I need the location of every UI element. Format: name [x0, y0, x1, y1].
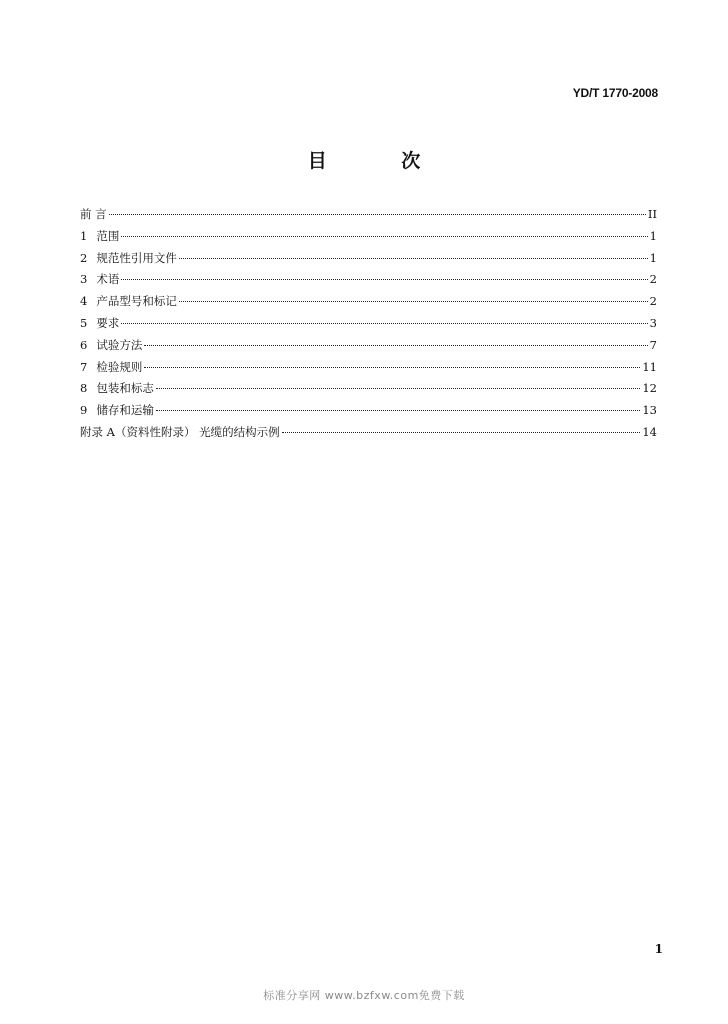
toc-entry-number: 3 [80, 272, 88, 287]
toc-entry-number: 5 [80, 315, 88, 330]
page-title: 目 次 [307, 150, 455, 172]
toc-entry-page: 2 [649, 294, 657, 309]
toc-entry-label: 前 言 [80, 207, 107, 221]
toc-dot-leader [179, 258, 648, 259]
toc-entry-label: 规范性引用文件 [96, 250, 177, 265]
toc-entry-label: 包装和标志 [96, 381, 154, 396]
toc-entry[interactable] [80, 293, 657, 315]
toc-dot-leader [156, 388, 641, 389]
toc-dot-leader [144, 345, 647, 346]
toc-entry-number: 2 [80, 250, 88, 265]
toc-entry[interactable] [80, 402, 657, 424]
toc-entry[interactable] [80, 250, 657, 272]
toc-entry[interactable] [80, 380, 657, 402]
toc-entry-page: 1 [649, 228, 657, 243]
toc-dot-leader [179, 301, 648, 302]
toc-entry-label: 储存和运输 [96, 403, 154, 418]
toc-entry-label: 要求 [96, 315, 120, 330]
toc-entry-label: 检验规则 [96, 359, 143, 374]
toc-dot-leader [121, 236, 647, 237]
toc-dot-leader [156, 410, 641, 411]
toc-entry-page: 12 [642, 381, 657, 396]
toc-entry-number: 6 [80, 337, 88, 352]
toc-entry-number: 7 [80, 359, 88, 374]
toc-entry[interactable] [80, 271, 657, 293]
toc-entry-number: 4 [80, 294, 88, 309]
toc-entry-page: 7 [649, 337, 657, 352]
toc-entry-number: 8 [80, 381, 88, 396]
toc-entry-number: 9 [80, 403, 88, 418]
toc-entry[interactable] [80, 337, 657, 359]
table-of-contents [80, 206, 657, 446]
toc-entry-page: 14 [642, 424, 657, 439]
toc-entry-label: 术语 [96, 272, 120, 287]
toc-entry-page: 13 [642, 403, 657, 418]
toc-dot-leader [121, 279, 647, 280]
toc-entry-page: 2 [649, 272, 657, 287]
toc-dot-leader [282, 432, 641, 433]
toc-dot-leader [109, 214, 646, 215]
toc-entry[interactable] [80, 206, 657, 228]
toc-entry-page: 3 [649, 315, 657, 330]
toc-dot-leader [144, 367, 640, 368]
toc-entry-label: 附录 A（资料性附录） 光缆的结构示例 [80, 424, 280, 439]
toc-entry[interactable] [80, 228, 657, 250]
toc-entry[interactable] [80, 315, 657, 337]
toc-dot-leader [121, 323, 647, 324]
page-number: 1 [654, 942, 663, 956]
standard-code: YD/T 1770-2008 [572, 86, 658, 100]
toc-entry-page: 11 [642, 359, 657, 374]
toc-entry-label: 产品型号和标记 [96, 294, 177, 309]
watermark-text: 标准分享网 www.bzfxw.com免费下载 [263, 989, 465, 1002]
toc-entry-number: 1 [80, 228, 88, 243]
toc-entry-label: 试验方法 [96, 337, 143, 352]
toc-entry-page: 1 [649, 250, 657, 265]
toc-entry[interactable] [80, 424, 657, 446]
toc-entry-label: 范围 [96, 228, 120, 243]
toc-entry[interactable] [80, 359, 657, 381]
toc-entry-page: II [647, 207, 657, 221]
